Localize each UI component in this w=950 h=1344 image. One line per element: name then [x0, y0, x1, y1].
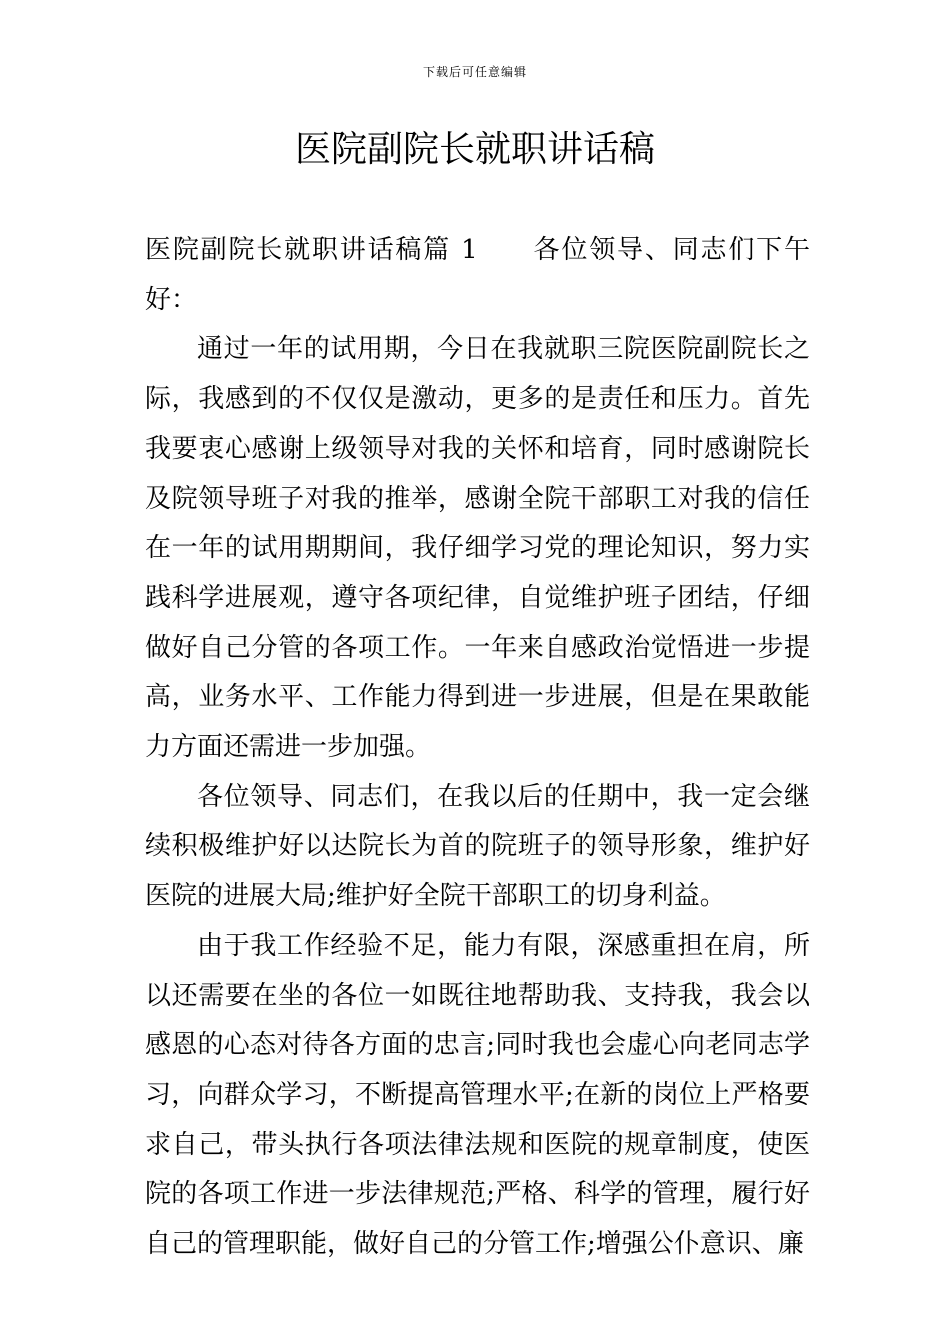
greeting: 各位领导、同志们下午好： — [145, 235, 810, 315]
document-body — [145, 226, 810, 1270]
header-note: 下载后可任意编辑 — [422, 65, 527, 79]
lead-line — [145, 226, 810, 325]
paragraph: 由于我工作经验不足，能力有限，深感重担在肩，所以还需要在坐的各位一如既往地帮助我、支持我，我会以感恩的心态对待各方面的忠言;同时我也会虚心向老同志学习，向群众学习，不断提高管理水平;在新的岗位上严格要求自己，带头执行各项法律法规和医院的规章制度，使医院的各项工作进一步法律规范;严格、科学的管理，履行好自己的管理职能，做好自己的分管工作;增强公仆意识、廉 — [145, 930, 810, 1260]
paragraph: 通过一年的试用期，今日在我就职三院医院副院长之际，我感到的不仅仅是激动，更多的是责任和压力。首先我要衷心感谢上级领导对我的关怀和培育，同时感谢院长及院领导班子对我的推举，感谢全院干部职工对我的信任在一年的试用期期间，我仔细学习党的理论知识，努力实践科学进展观，遵守各项纪律，自觉维护班子团结，仔细做好自己分管的各项工作。一年来自感政治觉悟进一步提高，业务水平、工作能力得到进一步进展，但是在果敢能力方面还需进一步加强。 — [145, 334, 810, 763]
document-title: 医院副院长就职讲话稿 — [294, 129, 655, 170]
paragraph: 各位领导、同志们，在我以后的任期中，我一定会继续积极维护好以达院长为首的院班子的领导形象，维护好医院的进展大局;维护好全院干部职工的切身利益。 — [145, 781, 810, 912]
section-heading: 医院副院长就职讲话稿篇 1 — [145, 235, 478, 265]
